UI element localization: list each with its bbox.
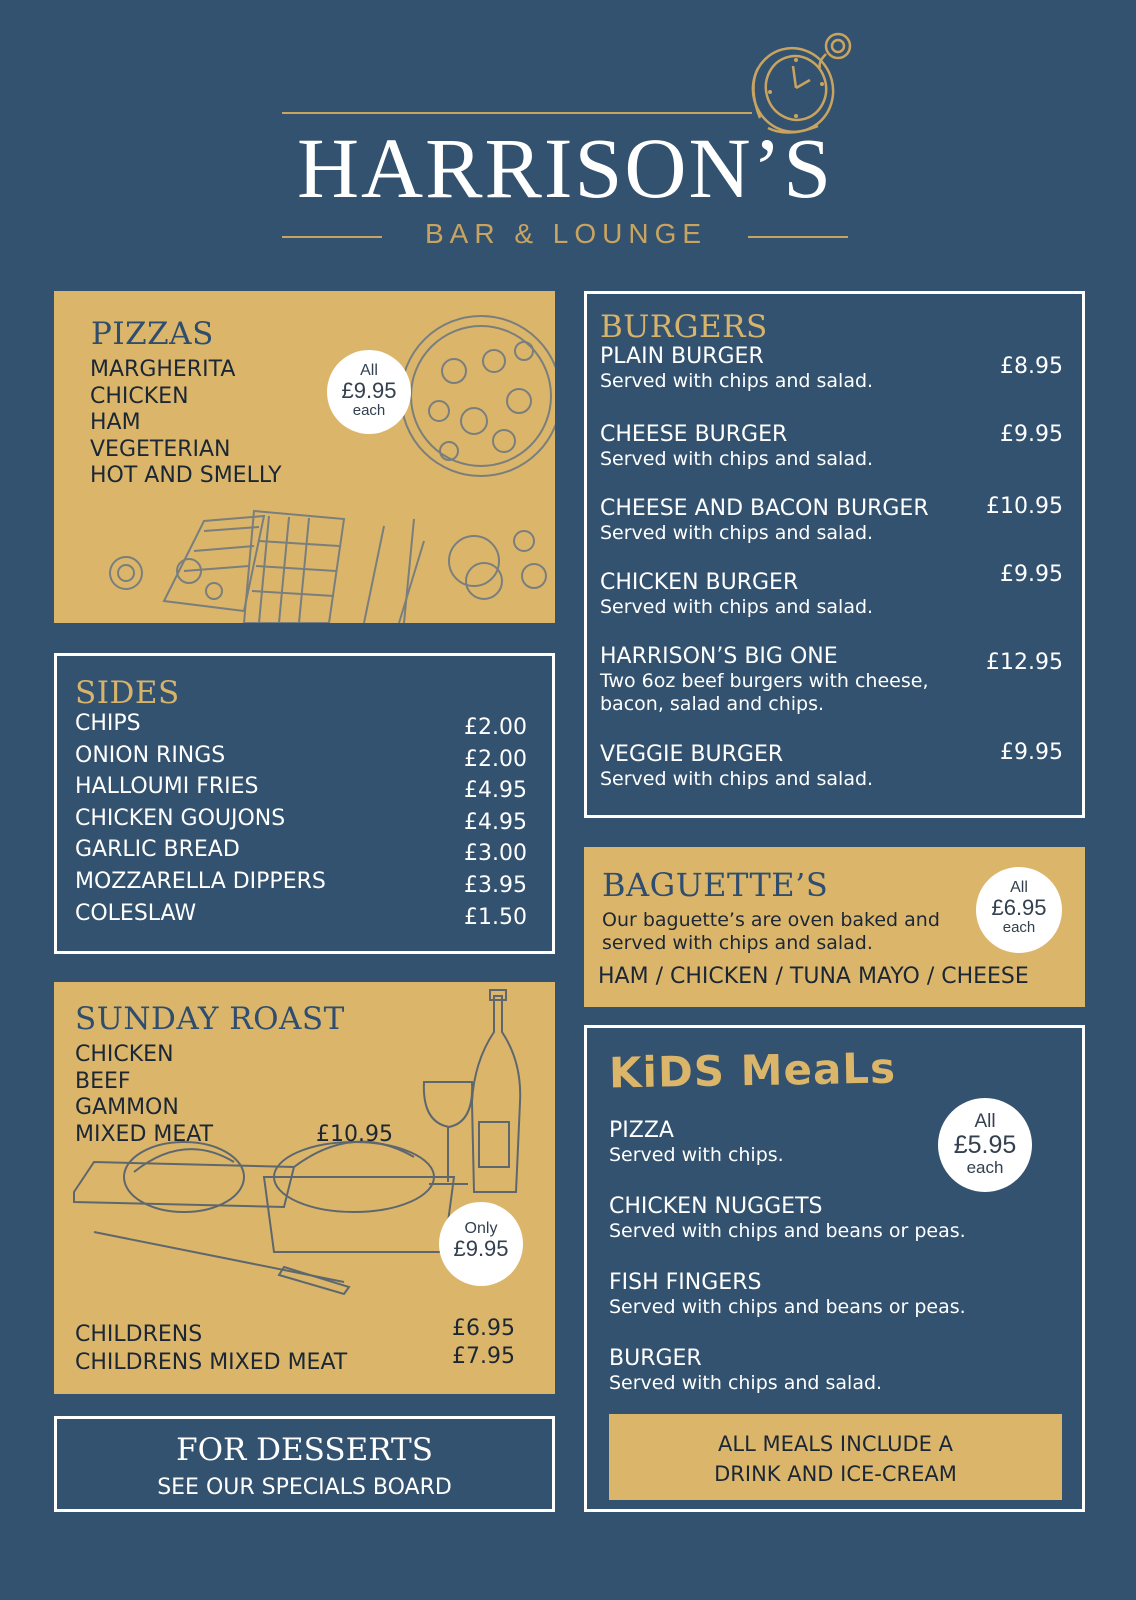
sides-heading: SIDES (75, 675, 180, 711)
badge-label: All (974, 1111, 996, 1132)
burger-desc: Served with chips and salad. (600, 448, 874, 470)
side-price: £3.00 (464, 841, 527, 867)
children-roast-name: CHILDRENS (75, 1322, 203, 1347)
burger-desc: Served with chips and salad. (600, 768, 874, 790)
burgers-heading: BURGERS (600, 309, 768, 345)
burger-item (600, 562, 1063, 644)
pizza-price-badge (327, 350, 411, 434)
kids-meal-name: CHICKEN NUGGETS (609, 1194, 823, 1219)
kids-meal-item (609, 1346, 1049, 1395)
side-name: COLESLAW (75, 900, 197, 926)
baguettes-description: Our baguette’s are oven baked and served with chips and salad. (602, 909, 940, 954)
badge-price: £9.95 (341, 378, 397, 403)
burger-price: £9.95 (1000, 422, 1063, 447)
roast-item: BEEF (75, 1068, 131, 1094)
side-item (75, 711, 527, 743)
brand-subtitle: BAR & LOUNGE (424, 218, 708, 249)
burger-price: £10.95 (986, 494, 1063, 519)
badge-price: £9.95 (453, 1236, 509, 1261)
baguettes-panel (584, 847, 1085, 1007)
header-top-rule (282, 112, 752, 114)
kids-meal-desc: Served with chips. (609, 1144, 784, 1166)
kids-meal-name: FISH FINGERS (609, 1270, 762, 1295)
pizza-item: CHICKEN (90, 383, 189, 409)
children-roast-price: £7.95 (452, 1344, 515, 1369)
roast-item: CHICKEN (75, 1042, 174, 1067)
kids-meals-note (609, 1414, 1062, 1500)
side-price: £4.95 (464, 778, 527, 804)
roast-price-badge (439, 1202, 523, 1286)
side-item (75, 901, 527, 933)
kids-meals-heading: KiDS MeaLs (608, 1043, 897, 1098)
side-item (75, 837, 527, 869)
kids-meals-panel (584, 1025, 1085, 1512)
side-price: £3.95 (464, 872, 527, 898)
pizza-item: HAM (90, 410, 141, 436)
burger-item (600, 742, 1063, 802)
burger-price: £9.95 (1000, 740, 1063, 765)
badge-price: £6.95 (991, 895, 1047, 920)
kids-meal-desc: Served with chips and beans or peas. (609, 1296, 966, 1318)
sides-list (75, 711, 527, 932)
header-right-rule (748, 236, 848, 238)
pizzas-heading: PIZZAS (91, 316, 214, 352)
roast-list (75, 1042, 213, 1148)
side-name: MOZZARELLA DIPPERS (75, 868, 326, 894)
children-roast-item (75, 1344, 515, 1378)
burger-item (600, 422, 1063, 496)
pizza-item: MARGHERITA (90, 357, 236, 382)
roast-item: MIXED MEAT (75, 1121, 214, 1147)
burger-name: HARRISON’S BIG ONE (600, 644, 838, 669)
pizza-list (90, 357, 282, 490)
pizzas-panel (54, 291, 555, 623)
side-item (75, 869, 527, 901)
sunday-roast-panel (54, 982, 555, 1394)
badge-unit: each (966, 1158, 1004, 1177)
desserts-title: FOR DESSERTS (176, 1432, 433, 1468)
burger-name: VEGGIE BURGER (600, 742, 784, 767)
menu-header (0, 0, 1136, 270)
desserts-panel (54, 1416, 555, 1512)
side-price: £2.00 (464, 715, 527, 740)
side-item (75, 806, 527, 838)
side-item (75, 774, 527, 806)
roast-item: GAMMON (75, 1095, 179, 1121)
children-roast-price: £6.95 (452, 1316, 515, 1341)
side-price: £4.95 (464, 809, 527, 835)
badge-label: Only (464, 1220, 498, 1237)
side-name: ONION RINGS (75, 742, 226, 768)
burger-desc: Served with chips and salad. (600, 596, 874, 618)
badge-label: All (1010, 879, 1028, 896)
burger-item (600, 496, 1063, 570)
burger-item (600, 344, 1063, 422)
side-name: CHICKEN GOUJONS (75, 805, 286, 831)
burger-name: CHEESE AND BACON BURGER (600, 496, 929, 521)
side-name: CHIPS (75, 711, 141, 736)
side-name: HALLOUMI FRIES (75, 774, 259, 800)
burger-price: £12.95 (986, 650, 1063, 675)
side-name: GARLIC BREAD (75, 837, 240, 863)
brand-name: HARRISON’S (296, 120, 834, 216)
children-roast-name: CHILDRENS MIXED MEAT (75, 1350, 348, 1375)
kids-meal-item (609, 1194, 1049, 1243)
pizza-item: VEGETERIAN (90, 436, 231, 462)
kids-meal-name: PIZZA (609, 1118, 674, 1143)
burger-desc: Served with chips and salad. (600, 370, 874, 392)
kids-note-line: DRINK AND ICE-CREAM (714, 1462, 957, 1486)
burger-desc: Served with chips and salad. (600, 522, 874, 544)
burger-price: £9.95 (1000, 562, 1063, 587)
side-price: £2.00 (464, 746, 527, 772)
burger-item (600, 644, 1063, 742)
burger-name: CHICKEN BURGER (600, 570, 799, 595)
kids-meal-desc: Served with chips and beans or peas. (609, 1220, 966, 1242)
burgers-panel (584, 291, 1085, 818)
burger-desc: Two 6oz beef burgers with cheese, bacon, salad and chips. (600, 670, 929, 715)
kids-meal-desc: Served with chips and salad. (609, 1372, 883, 1394)
burger-name: CHEESE BURGER (600, 422, 788, 447)
side-item (75, 743, 527, 775)
mixed-meat-price: £10.95 (316, 1122, 393, 1147)
burger-list (600, 344, 1063, 802)
side-price: £1.50 (464, 904, 527, 930)
burger-name: PLAIN BURGER (600, 344, 764, 369)
children-roast-item (75, 1316, 515, 1350)
kids-meal-name: BURGER (609, 1346, 702, 1371)
baguette-price-badge (976, 867, 1062, 953)
sides-panel (54, 653, 555, 954)
sunday-roast-heading: SUNDAY ROAST (75, 1001, 345, 1037)
header-left-rule (282, 236, 382, 238)
pizza-item: HOT AND SMELLY (90, 463, 282, 489)
kids-meal-item (609, 1118, 1049, 1167)
badge-unit: each (352, 402, 386, 419)
baguettes-heading: BAGUETTE’S (602, 866, 829, 904)
kids-meal-item (609, 1270, 1049, 1319)
children-roast-list (75, 1316, 515, 1378)
desserts-subtitle: SEE OUR SPECIALS BOARD (157, 1475, 452, 1500)
baguettes-fillings: HAM / CHICKEN / TUNA MAYO / CHEESE (598, 964, 1029, 989)
burger-price: £8.95 (1000, 354, 1063, 379)
kids-note-line: ALL MEALS INCLUDE A (718, 1432, 953, 1456)
badge-label: All (360, 362, 378, 379)
badge-unit: each (1002, 919, 1036, 936)
kids-meals-list (609, 1118, 1049, 1422)
badge-price: £5.95 (953, 1131, 1017, 1159)
